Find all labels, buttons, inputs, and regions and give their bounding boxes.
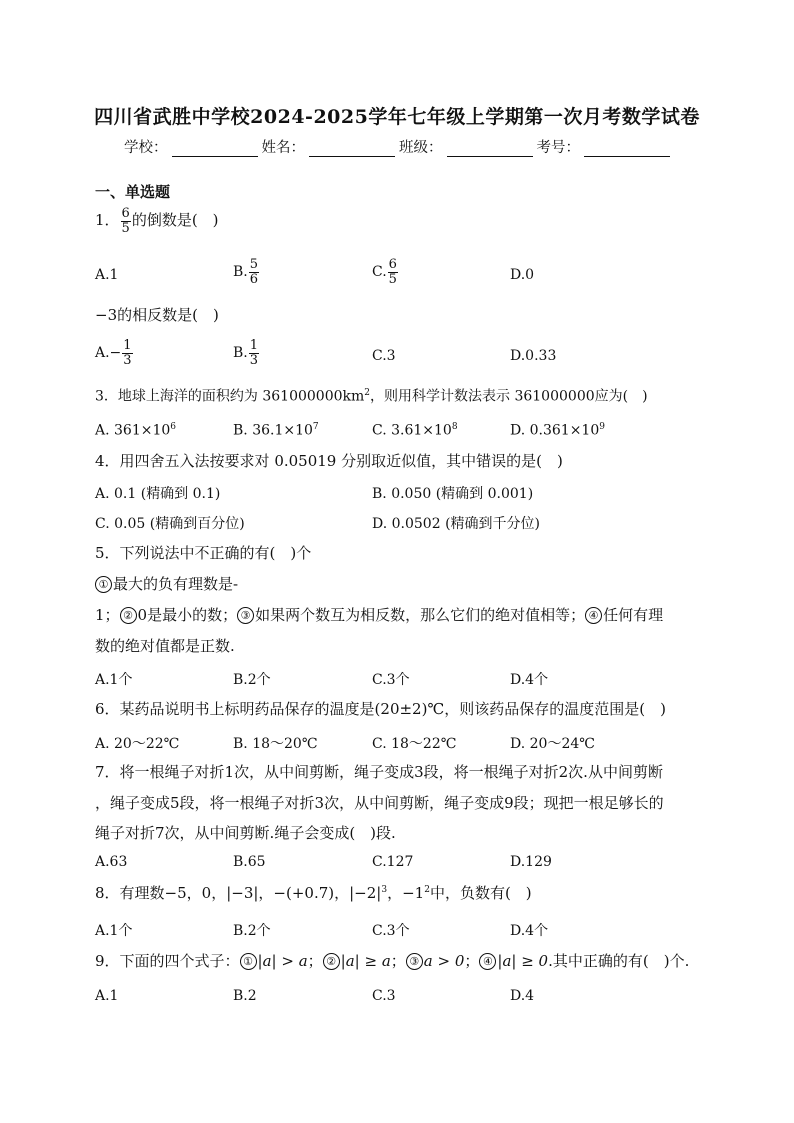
q6-option-c: C. 18～22℃ — [372, 736, 457, 752]
q9-option-b: B.2 — [233, 988, 257, 1004]
q1-option-c: C. $\frac{6}{5}$ — [372, 257, 397, 287]
circled-4-icon: ④ — [585, 607, 602, 624]
q4-option-d: D. 0.0502 (精确到千分位) — [372, 516, 540, 532]
q5-option-a: A.1个 — [95, 672, 133, 688]
q2-option-c: C.3 — [372, 348, 396, 364]
number-label: 考号： — [536, 140, 580, 156]
number-blank[interactable] — [584, 142, 670, 157]
q1-option-a: A.1 — [95, 267, 119, 283]
question-5: 5．下列说法中不正确的有( )个 — [95, 544, 312, 562]
q1-option-d: D.0 — [510, 267, 535, 283]
q8-option-c: C.3个 — [372, 923, 410, 939]
fraction: $\frac{6}{5}$ — [121, 206, 130, 236]
section-heading: 一、单选题 — [95, 183, 171, 201]
q4-option-c: C. 0.05 (精确到百分位) — [95, 516, 245, 532]
q3-option-a: A. $361\times 10^6$ — [95, 422, 177, 439]
q9-option-c: C.3 — [372, 988, 396, 1004]
question-5-statement-line-3: 数的绝对值都是正数. — [95, 637, 235, 655]
exam-title: 四川省武胜中学校2024-2025学年七年级上学期第一次月考数学试卷 — [94, 106, 700, 128]
q7-option-c: C.127 — [372, 854, 414, 870]
question-1 — [95, 207, 219, 235]
question-6: 6．某药品说明书上标明药品保存的温度是(20±2)℃，则该药品保存的温度范围是( ) — [95, 700, 666, 718]
q8-option-b: B.2个 — [233, 923, 271, 939]
question-number: 1． — [95, 211, 120, 230]
school-label: 学校： — [124, 140, 168, 156]
question-7-line-3: 绳子对折7次，从中间剪断.绳子会变成( )段. — [95, 824, 396, 842]
name-blank[interactable] — [309, 142, 395, 157]
q6-option-a: A. 20～22℃ — [95, 736, 180, 752]
q3-option-d: D. $0.361\times 10^9$ — [510, 422, 605, 439]
student-info-row — [124, 136, 674, 157]
circled-3-icon: ③ — [406, 953, 423, 970]
q2-option-a: A.− $\frac{1}{3}$ — [95, 338, 132, 368]
class-blank[interactable] — [447, 142, 533, 157]
q9-option-d: D.4 — [510, 988, 535, 1004]
question-text: 的倒数是( ) — [131, 211, 219, 230]
circled-1-icon: ① — [95, 576, 112, 593]
circled-3-icon: ③ — [237, 607, 254, 624]
question-5-statement-line-2: 1； ② 0是最小的数； ③ 如果两个数互为相反数，那么它们的绝对值相等； ④ 任何有理 — [95, 606, 664, 624]
question-9: 9．下面的四个式子： ① |a| > a； ② |a| ≥ a； ③ a > 0； ④ |a| ≥ 0.其中正确的有( )个. — [95, 952, 690, 970]
q9-option-a: A.1 — [95, 988, 119, 1004]
question-7-line-1: 7．将一根绳子对折1次，从中间剪断，绳子变成3段，将一根绳子对折2次.从中间剪断 — [95, 763, 663, 781]
circled-4-icon: ④ — [479, 953, 496, 970]
q7-option-d: D.129 — [510, 854, 552, 870]
q7-option-b: B.65 — [233, 854, 266, 870]
q3-option-b: B. $36.1\times 10^7$ — [233, 422, 319, 439]
q8-option-d: D.4个 — [510, 923, 549, 939]
q4-option-b: B. 0.050 (精确到 0.001) — [372, 486, 534, 502]
question-7-line-2: ，绳子变成5段，将一根绳子对折3次，从中间剪断，绳子变成9段；现把一根足够长的 — [95, 794, 664, 812]
name-label: 姓名： — [261, 140, 305, 156]
q5-option-d: D.4个 — [510, 672, 549, 688]
question-5-statement-line-1: ① 最大的负有理数是- — [95, 575, 238, 593]
question-8: 8．有理数−5，0，|−3|，−(+0.7)，$|-2|^3$，$-1^2$中，负数有( ) — [95, 884, 532, 902]
q8-option-a: A.1个 — [95, 923, 133, 939]
circled-2-icon: ② — [120, 607, 137, 624]
q5-option-c: C.3个 — [372, 672, 410, 688]
q2-option-d: D.0.33 — [510, 348, 557, 364]
question-3: 3．地球上海洋的面积约为 $361000000km^2$，则用科学计数法表示 361000000应为( ) — [95, 388, 648, 405]
circled-1-icon: ① — [240, 953, 257, 970]
question-2: −3的相反数是( ) — [95, 306, 219, 324]
school-blank[interactable] — [172, 142, 258, 157]
q6-option-b: B. 18～20℃ — [233, 736, 318, 752]
class-label: 班级： — [399, 140, 443, 156]
q7-option-a: A.63 — [95, 854, 128, 870]
q5-option-b: B.2个 — [233, 672, 271, 688]
q3-option-c: C. $3.61\times 10^8$ — [372, 422, 458, 439]
q6-option-d: D. 20～24℃ — [510, 736, 595, 752]
q2-option-b: B. $\frac{1}{3}$ — [233, 338, 259, 368]
question-4: 4．用四舍五入法按要求对 0.05019 分别取近似值，其中错误的是( ) — [95, 452, 563, 470]
circled-2-icon: ② — [323, 953, 340, 970]
q4-option-a: A. 0.1 (精确到 0.1) — [95, 486, 221, 502]
q1-option-b: B. $\frac{5}{6}$ — [233, 257, 259, 287]
